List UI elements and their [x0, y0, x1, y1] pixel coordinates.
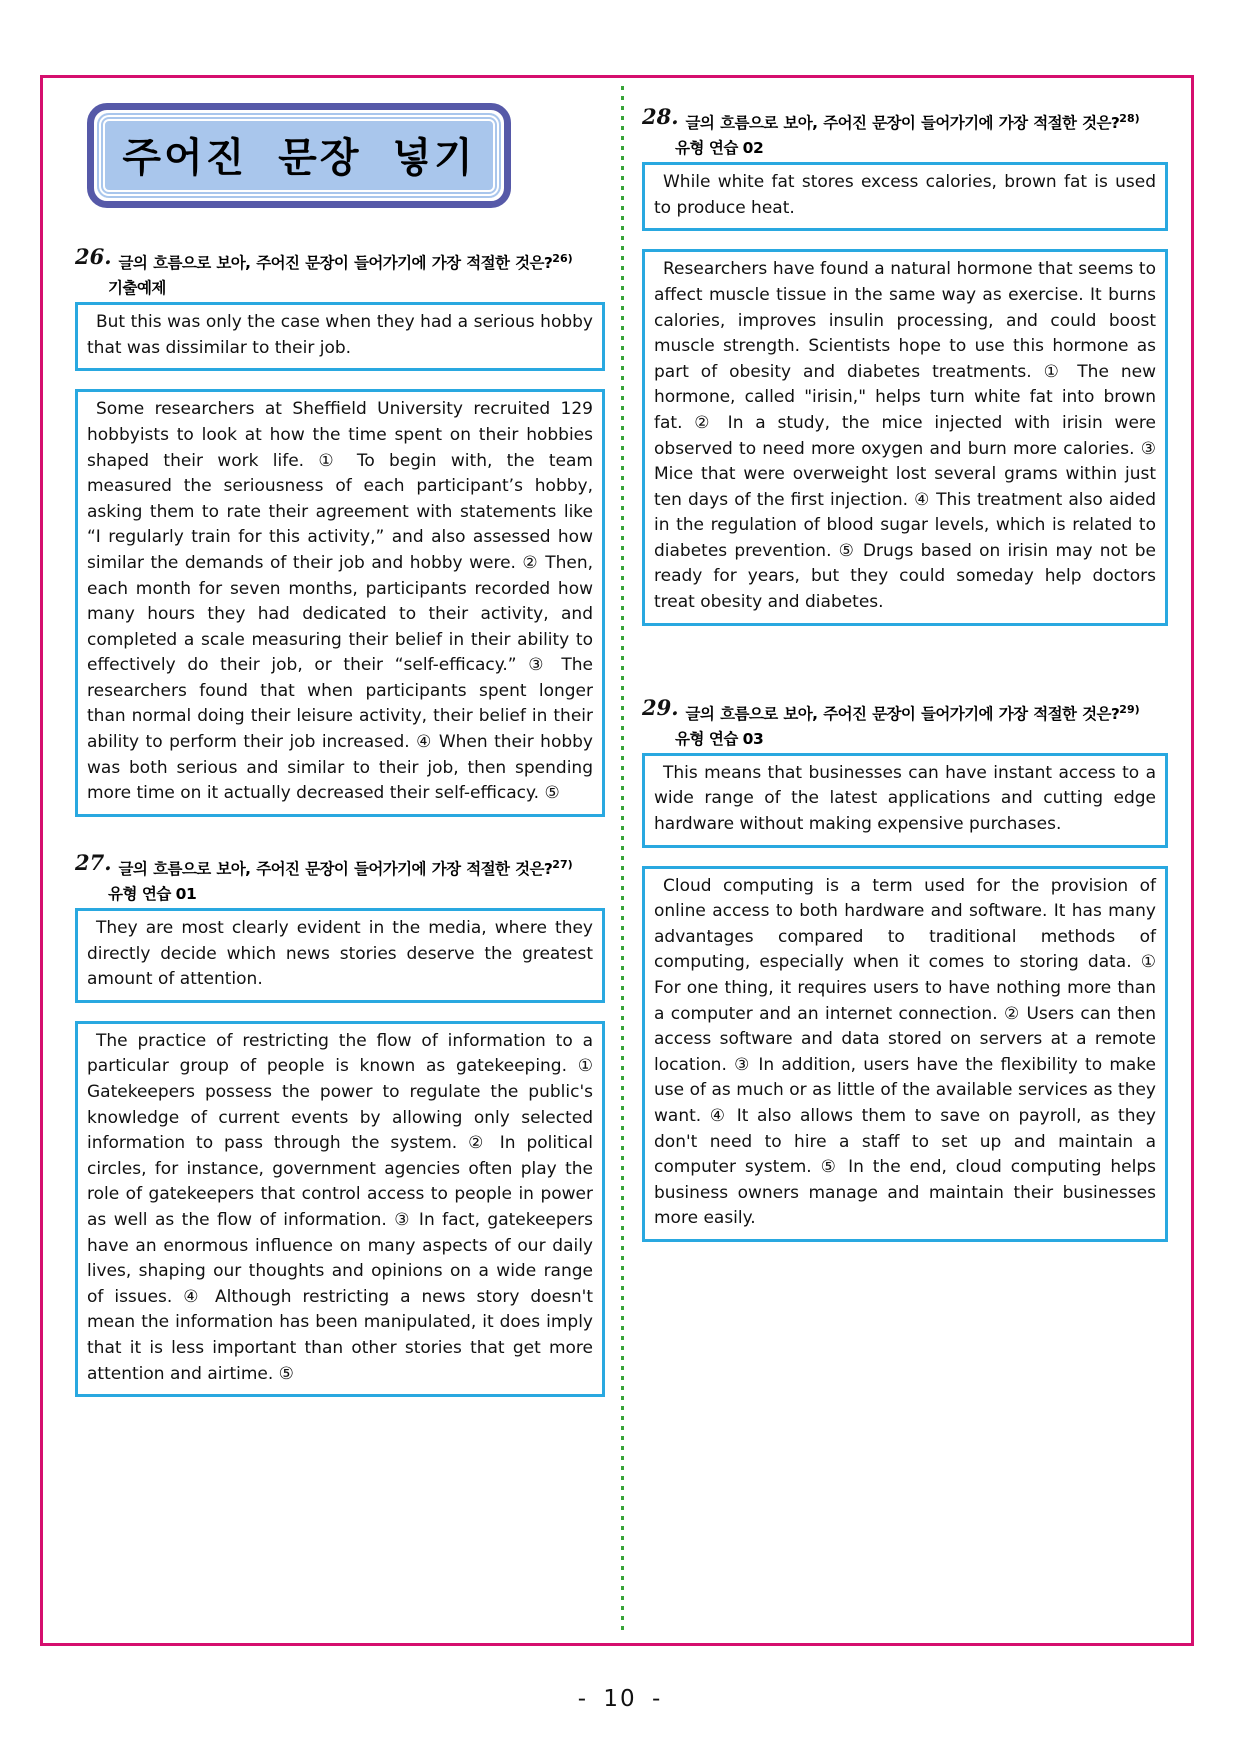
given-sentence-box: [642, 162, 1168, 231]
question-tag: 유형 연습 01: [108, 885, 197, 903]
question-ref: 26): [552, 252, 573, 265]
question-prompt: [686, 105, 1140, 135]
left-column: [75, 95, 605, 1397]
question-number: 26.: [75, 244, 112, 269]
question-tag: 유형 연습 03: [675, 729, 764, 748]
column-divider: [621, 86, 624, 1636]
question-prompt: [686, 696, 1140, 726]
question-29: [642, 696, 1168, 1242]
question-prompt-text: 글의 흐름으로 보아, 주어진 문장이 들어가기에 가장 적절한 것은?: [685, 114, 1120, 133]
passage-box: [75, 389, 605, 817]
question-26: [75, 245, 605, 817]
question-header: [642, 105, 1168, 135]
question-tag: 유형 연습 02: [675, 139, 764, 158]
page-number: - 10 -: [577, 1686, 663, 1712]
question-ref: 28): [1119, 112, 1140, 125]
passage-text: Cloud computing is a term used for the provision of online access to both hardware and software. It has many advantages compared to traditional methods of computing, especially when it comes to storing data. ① For one thing, it requires users to have nothing more than a computer and an internet connection. ② Users can then access software and data stored on servers at a remote location. ③ In addition, users have the flexibility to make use of as much or as little of the available services as they want. ④ It also allows them to save on payroll, as they don't need to hire a staff to set up and maintain a computer system. ⑤ In the end, cloud computing helps business owners manage and maintain their businesses more easily.: [654, 875, 1156, 1229]
question-28: [642, 105, 1168, 626]
question-number: 28.: [642, 104, 679, 129]
passage-text: The practice of restricting the flow of information to a particular group of people is known as gatekeeping. ① Gatekeepers possess the power to regulate the public's knowledge of current events by allowing only selected information to pass through the system. ② In political circles, for instance, government agencies often play the role of gatekeepers that control access to people in power as well as the flow of information. ③ In fact, gatekeepers have an enormous influence on many aspects of our daily lives, shaping our thoughts and opinions on a wide range of issues. ④ Although restricting a news story doesn't mean the information has been manipulated, it does imply that it is less important than other stories that get more attention and airtime. ⑤: [87, 1030, 593, 1384]
question-prompt-text: 글의 흐름으로 보아, 주어진 문장이 들어가기에 가장 적절한 것은?: [118, 860, 553, 878]
passage-text: Researchers have found a natural hormone that seems to affect muscle tissue in the same way as exercise. It burns calories, improves insulin processing, and could boost muscle strength. Scientists hope to use this hormone as part of obesity and diabetes treatments. ① The new hormone, called "irisin," helps turn white fat into brown fat. ② In a study, the mice injected with irisin were observed to need more oxygen and burn more calories. ③ Mice that were overweight lost several grams within just ten days of the first injection. ④ This treatment also aided in the regulation of blood sugar levels, which is related to diabetes prevention. ⑤ Drugs based on irisin may not be ready for years, but they could someday help doctors treat obesity and diabetes.: [654, 259, 1156, 613]
passage-box: [642, 866, 1168, 1242]
question-ref: 27): [552, 857, 573, 871]
given-sentence-box: [75, 302, 605, 371]
question-prompt: [119, 851, 573, 881]
given-sentence: They are most clearly evident in the media, where they directly decide which news stories deserve the greatest amount of attention.: [87, 918, 593, 990]
right-column: [642, 95, 1168, 1242]
passage-box: [642, 249, 1168, 625]
question-prompt: [119, 245, 573, 275]
given-sentence: But this was only the case when they had a serious hobby that was dissimilar to their job.: [87, 312, 593, 358]
question-header: [75, 851, 605, 881]
question-prompt-text: 글의 흐름으로 보아, 주어진 문장이 들어가기에 가장 적절한 것은?: [685, 704, 1120, 723]
question-27: [75, 851, 605, 1397]
given-sentence-box: [642, 753, 1168, 848]
passage-box: [75, 1021, 605, 1397]
question-tag: 기출예제: [108, 279, 166, 298]
given-sentence: While white fat stores excess calories, brown fat is used to produce heat.: [654, 172, 1156, 218]
question-header: [642, 696, 1168, 726]
question-number: 27.: [75, 849, 112, 875]
passage-text: Some researchers at Sheffield University recruited 129 hobbyists to look at how the time spent on their hobbies shaped their work life. ① To begin with, the team measured the seriousness of each participant’s hobby, asking them to rate their agreement with statements like “I regularly train for this activity,” and also assessed how similar the demands of their job and hobby were. ② Then, each month for seven months, participants recorded how many hours they had dedicated to their activity, and completed a scale measuring their belief in their ability to effectively do their job, or their “self-efficacy.” ③ The researchers found that when participants spent longer than normal doing their leisure activity, their belief in their ability to perform their job increased. ④ When their hobby was both serious and similar to their job, then spending more time on it actually decreased their self-efficacy. ⑤: [87, 399, 593, 804]
given-sentence-box: [75, 908, 605, 1003]
question-ref: 29): [1119, 702, 1140, 716]
chapter-title: 주어진 문장 넣기: [97, 113, 501, 198]
question-number: 29.: [642, 694, 679, 720]
question-header: [75, 245, 605, 275]
chapter-title-banner: [87, 103, 511, 208]
question-prompt-text: 글의 흐름으로 보아, 주어진 문장이 들어가기에 가장 적절한 것은?: [118, 254, 553, 273]
given-sentence: This means that businesses can have instant access to a wide range of the latest applications and cutting edge hardware without making expensive purchases.: [654, 762, 1156, 834]
